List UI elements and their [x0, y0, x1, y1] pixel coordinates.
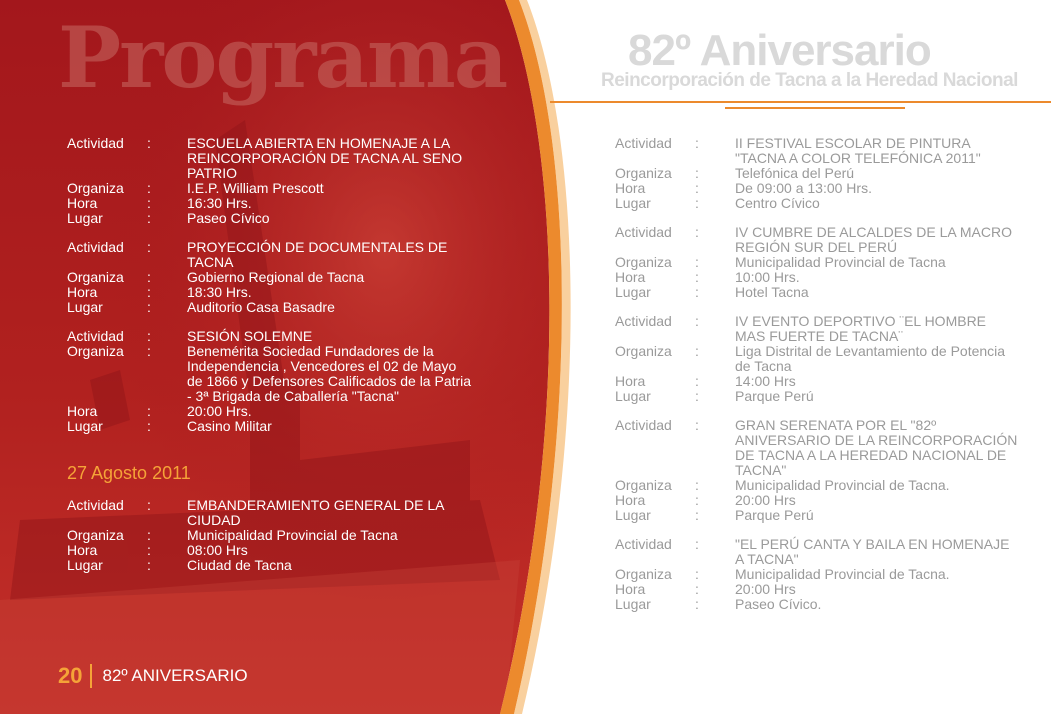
row-value: Telefónica del Perú — [735, 165, 855, 181]
row-key: Hora — [615, 180, 646, 196]
row-value: Ciudad de Tacna — [187, 557, 292, 573]
event-row — [615, 508, 1020, 523]
event-row — [615, 314, 1020, 344]
event-row — [615, 567, 1020, 582]
row-value: 20:00 Hrs — [735, 492, 796, 508]
event-row — [615, 418, 1020, 478]
event-row — [615, 537, 1020, 567]
row-key: Actividad — [615, 536, 672, 552]
row-value: Casino Militar — [187, 418, 272, 434]
row-value: 20:00 Hrs. — [187, 403, 252, 419]
row-sep: : — [147, 284, 151, 300]
event-row — [615, 196, 1020, 211]
row-value: Parque Perú — [735, 507, 814, 523]
right-event-2 — [615, 225, 1020, 300]
row-value: Municipalidad Provincial de Tacna — [187, 527, 398, 543]
event-row — [615, 597, 1020, 612]
row-value: ESCUELA ABIERTA EN HOMENAJE A LA REINCORPORACIÓN DE TACNA AL SENO PATRIO — [187, 135, 463, 181]
left-event-1 — [67, 136, 472, 226]
row-sep: : — [147, 239, 151, 255]
row-sep: : — [695, 269, 699, 285]
event-row — [67, 196, 472, 211]
row-value: 08:00 Hrs — [187, 542, 248, 558]
row-sep: : — [695, 224, 699, 240]
row-key: Lugar — [615, 507, 651, 523]
row-value: Paseo Cívico. — [735, 596, 822, 612]
event-row — [615, 285, 1020, 300]
row-key: Hora — [67, 284, 98, 300]
row-key: Organiza — [615, 566, 672, 582]
row-sep: : — [147, 180, 151, 196]
row-value: 18:30 Hrs. — [187, 284, 252, 300]
row-sep: : — [695, 284, 699, 300]
row-value: Paseo Cívico — [187, 210, 270, 226]
event-row — [67, 270, 472, 285]
event-row — [67, 528, 472, 543]
row-sep: : — [695, 492, 699, 508]
row-sep: : — [695, 536, 699, 552]
row-value: SESIÓN SOLEMNE — [187, 328, 313, 344]
footer-divider — [90, 664, 92, 688]
event-row — [67, 329, 472, 344]
row-key: Organiza — [67, 269, 124, 285]
row-sep: : — [147, 542, 151, 558]
row-key: Organiza — [615, 477, 672, 493]
event-row — [615, 493, 1020, 508]
row-key: Lugar — [615, 284, 651, 300]
right-event-5 — [615, 537, 1020, 612]
row-sep: : — [147, 135, 151, 151]
row-sep: : — [695, 596, 699, 612]
row-value: Liga Distrital de Levantamiento de Potencia de Tacna — [735, 343, 1006, 374]
row-key: Lugar — [615, 388, 651, 404]
row-key: Hora — [615, 581, 646, 597]
row-value: Gobierno Regional de Tacna — [187, 269, 365, 285]
row-sep: : — [695, 477, 699, 493]
event-row — [615, 270, 1020, 285]
row-key: Organiza — [67, 527, 124, 543]
event-row — [67, 211, 472, 226]
row-value: Hotel Tacna — [735, 284, 809, 300]
row-sep: : — [695, 254, 699, 270]
row-key: Lugar — [67, 418, 103, 434]
page-subtitle: Reincorporación de Tacna a la Heredad Nacional — [601, 70, 1018, 91]
page-footer — [58, 663, 248, 689]
row-key: Organiza — [67, 343, 124, 359]
row-sep: : — [695, 165, 699, 181]
event-row — [615, 389, 1020, 404]
date-heading: 27 Agosto 2011 — [67, 463, 191, 483]
background-title: Programa — [58, 8, 507, 107]
row-value: "EL PERÚ CANTA Y BAILA EN HOMENAJE A TACNA" — [735, 536, 1010, 567]
right-event-3 — [615, 314, 1020, 404]
row-value: Municipalidad Provincial de Tacna — [735, 254, 946, 270]
page-title: 82º Aniversario — [628, 26, 931, 75]
event-row — [615, 344, 1020, 374]
row-value: II FESTIVAL ESCOLAR DE PINTURA "TACNA A COLOR TELEFÓNICA 2011" — [735, 135, 981, 166]
event-row — [67, 419, 472, 434]
row-value: De 09:00 a 13:00 Hrs. — [735, 180, 872, 196]
row-value: 20:00 Hrs — [735, 581, 796, 597]
event-row — [615, 374, 1020, 389]
row-key: Organiza — [615, 165, 672, 181]
event-row — [615, 166, 1020, 181]
row-key: Hora — [67, 195, 98, 211]
row-sep: : — [147, 269, 151, 285]
row-value: Auditorio Casa Basadre — [187, 299, 335, 315]
row-key: Lugar — [67, 299, 103, 315]
row-key: Actividad — [67, 135, 124, 151]
row-sep: : — [147, 299, 151, 315]
event-row — [615, 225, 1020, 255]
event-row — [67, 404, 472, 419]
row-sep: : — [695, 343, 699, 359]
row-sep: : — [695, 507, 699, 523]
event-row — [615, 255, 1020, 270]
row-key: Actividad — [615, 135, 672, 151]
row-key: Organiza — [615, 254, 672, 270]
row-key: Lugar — [615, 596, 651, 612]
event-row — [67, 543, 472, 558]
left-event-2 — [67, 240, 472, 315]
row-key: Actividad — [615, 417, 672, 433]
row-key: Hora — [615, 373, 646, 389]
event-row — [67, 558, 472, 573]
row-sep: : — [147, 328, 151, 344]
row-value: Parque Perú — [735, 388, 814, 404]
row-key: Lugar — [67, 210, 103, 226]
row-key: Hora — [615, 269, 646, 285]
event-row — [67, 240, 472, 270]
page-number: 20 — [58, 663, 83, 688]
row-value: GRAN SERENATA POR EL "82º ANIVERSARIO DE LA REINCORPORACIÓN DE TACNA A LA HEREDAD NACIONAL DE TACNA" — [735, 417, 1018, 478]
row-key: Actividad — [615, 224, 672, 240]
row-value: 10:00 Hrs. — [735, 269, 800, 285]
row-sep: : — [695, 566, 699, 582]
row-sep: : — [147, 557, 151, 573]
event-row — [67, 136, 472, 181]
row-key: Lugar — [615, 195, 651, 211]
row-sep: : — [695, 135, 699, 151]
event-row — [67, 300, 472, 315]
row-sep: : — [147, 527, 151, 543]
row-sep: : — [695, 388, 699, 404]
row-sep: : — [695, 417, 699, 433]
row-key: Lugar — [67, 557, 103, 573]
row-sep: : — [695, 195, 699, 211]
row-value: IV EVENTO DEPORTIVO ¨EL HOMBRE MAS FUERTE DE TACNA¨ — [735, 313, 987, 344]
right-event-4 — [615, 418, 1020, 523]
left-event-3 — [67, 329, 472, 434]
event-row — [67, 344, 472, 404]
row-value: EMBANDERAMIENTO GENERAL DE LA CIUDAD — [187, 497, 444, 528]
row-value: IV CUMBRE DE ALCALDES DE LA MACRO REGIÓN SUR DEL PERÚ — [735, 224, 1012, 255]
header-rule — [550, 101, 1051, 103]
row-sep: : — [695, 313, 699, 329]
row-key: Actividad — [67, 328, 124, 344]
row-value: PROYECCIÓN DE DOCUMENTALES DE TACNA — [187, 239, 448, 270]
event-row — [615, 181, 1020, 196]
event-row — [67, 498, 472, 528]
row-sep: : — [695, 180, 699, 196]
row-sep: : — [147, 418, 151, 434]
row-sep: : — [147, 343, 151, 359]
row-key: Organiza — [615, 343, 672, 359]
row-sep: : — [695, 373, 699, 389]
row-key: Actividad — [67, 239, 124, 255]
row-value: Centro Cívico — [735, 195, 820, 211]
left-event-4 — [67, 498, 472, 573]
row-key: Organiza — [67, 180, 124, 196]
row-key: Hora — [615, 492, 646, 508]
footer-label: 82º ANIVERSARIO — [102, 666, 248, 685]
row-key: Actividad — [67, 497, 124, 513]
row-key: Actividad — [615, 313, 672, 329]
event-row — [615, 582, 1020, 597]
event-row — [67, 181, 472, 196]
row-value: Benemérita Sociedad Fundadores de la Independencia , Vencedores el 02 de Mayo de 1866 y Defensores Calificados de la Patria - 3ª Brigada de Caballería "Tacna" — [187, 343, 472, 404]
event-row — [615, 478, 1020, 493]
row-value: Municipalidad Provincial de Tacna. — [735, 477, 950, 493]
header-rule-short — [725, 107, 905, 109]
row-sep: : — [147, 497, 151, 513]
row-sep: : — [147, 403, 151, 419]
row-sep: : — [147, 210, 151, 226]
row-value: Municipalidad Provincial de Tacna. — [735, 566, 950, 582]
event-row — [67, 285, 472, 300]
row-value: 16:30 Hrs. — [187, 195, 252, 211]
row-key: Hora — [67, 403, 98, 419]
row-sep: : — [695, 581, 699, 597]
event-row — [615, 136, 1020, 166]
row-sep: : — [147, 195, 151, 211]
row-key: Hora — [67, 542, 98, 558]
right-event-1 — [615, 136, 1020, 211]
row-value: 14:00 Hrs — [735, 373, 796, 389]
row-value: I.E.P. William Prescott — [187, 180, 324, 196]
